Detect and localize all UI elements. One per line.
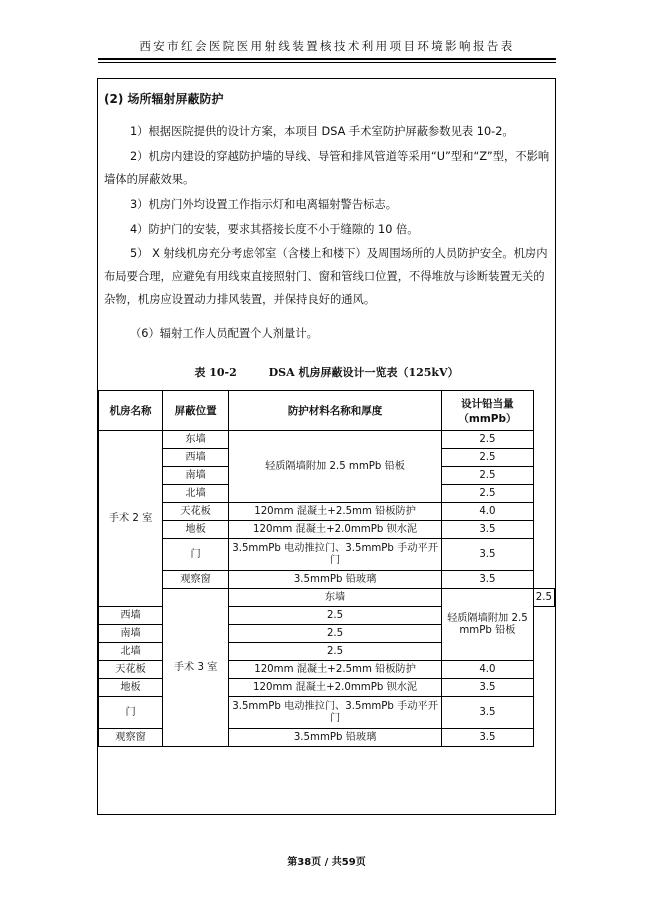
header-lead-equivalent: 设计铅当量（mmPb） (442, 391, 534, 431)
material-cell: 3.5mmPb 电动推拉门、3.5mmPb 手动平开门 (229, 697, 442, 729)
table-row (99, 589, 555, 607)
header-rule (98, 58, 556, 60)
table-caption-number: 表 10-2 (194, 366, 237, 379)
section-heading: (2) 场所辐射屏蔽防护 (104, 92, 224, 106)
running-header: 西安市红会医院医用射线装置核技术利用项目环境影响报告表 (139, 39, 515, 53)
material-cell: 轻质隔墙附加 2.5 mmPb 铅板 (229, 431, 442, 503)
paragraph-2: 2）机房内建设的穿越防护墙的导线、导管和排风管道等采用“U”型和“Z”型，不影响墙体的屏蔽效果。 (104, 150, 550, 186)
value-cell: 3.5 (442, 521, 534, 539)
paragraph-4: 4）防护门的安装，要求其搭接长度不小于缝隙的 10 倍。 (130, 223, 419, 236)
material-cell: 轻质隔墙附加 2.5 mmPb 铅板 (442, 589, 534, 661)
shielding-table (98, 390, 555, 747)
header-rule-thin (98, 62, 556, 63)
paragraph-1: 1）根据医院提供的设计方案，本项目 DSA 手术室防护屏蔽参数见表 10-2。 (130, 125, 514, 138)
value-cell: 2.5 (229, 625, 442, 643)
value-cell: 2.5 (442, 467, 534, 485)
table-header-row (99, 391, 555, 431)
room-name: 手术 3 室 (163, 589, 229, 747)
value-cell: 4.0 (442, 503, 534, 521)
header-room: 机房名称 (99, 391, 163, 431)
value-cell: 2.5 (442, 431, 534, 449)
position-cell: 西墙 (99, 607, 163, 625)
position-cell: 门 (99, 697, 163, 729)
paragraph-6: （6）辐射工作人员配置个人剂量计。 (130, 327, 318, 340)
position-cell: 观察窗 (99, 729, 163, 747)
value-cell: 4.0 (442, 661, 534, 679)
value-cell: 2.5 (442, 485, 534, 503)
position-cell: 北墙 (163, 485, 229, 503)
position-cell: 东墙 (163, 431, 229, 449)
position-cell: 西墙 (163, 449, 229, 467)
material-cell: 120mm 混凝土+2.5mm 铅板防护 (229, 661, 442, 679)
table-caption (0, 364, 653, 380)
position-cell: 地板 (99, 679, 163, 697)
paragraph-5: 5） X 射线机房充分考虑邻室（含楼上和楼下）及周围场所的人员防护安全。机房内布局要合理，应避免有用线束直接照射门、窗和管线口位置，不得堆放与诊断装置无关的杂物，机房应设置动力排风装置，并保持良好的通风。 (104, 247, 548, 306)
value-cell: 3.5 (442, 697, 534, 729)
material-cell: 3.5mmPb 铅玻璃 (229, 571, 442, 589)
value-cell: 3.5 (442, 571, 534, 589)
header-position: 屏蔽位置 (163, 391, 229, 431)
position-cell: 天花板 (163, 503, 229, 521)
position-cell: 门 (163, 539, 229, 571)
paragraph-3: 3）机房门外均设置工作指示灯和电离辐射警告标志。 (130, 198, 398, 211)
material-cell: 3.5mmPb 铅玻璃 (229, 729, 442, 747)
material-cell: 120mm 混凝土+2.0mmPb 钡水泥 (229, 679, 442, 697)
value-cell: 3.5 (442, 679, 534, 697)
position-cell: 南墙 (163, 467, 229, 485)
position-cell: 东墙 (229, 589, 442, 607)
material-cell: 120mm 混凝土+2.5mm 铅板防护 (229, 503, 442, 521)
value-cell: 3.5 (442, 729, 534, 747)
value-cell: 2.5 (442, 449, 534, 467)
header-material: 防护材料名称和厚度 (229, 391, 442, 431)
table-row (99, 431, 555, 449)
position-cell: 南墙 (99, 625, 163, 643)
value-cell: 2.5 (533, 589, 554, 607)
value-cell: 2.5 (229, 607, 442, 625)
value-cell: 2.5 (229, 643, 442, 661)
value-cell: 3.5 (442, 539, 534, 571)
position-cell: 地板 (163, 521, 229, 539)
position-cell: 观察窗 (163, 571, 229, 589)
table-row (99, 571, 555, 589)
position-cell: 天花板 (99, 661, 163, 679)
table-row (99, 521, 555, 539)
table-caption-title: DSA 机房屏蔽设计一览表（125kV） (268, 366, 459, 379)
page-number: 第38页 / 共59页 (287, 857, 366, 868)
table-row (99, 539, 555, 571)
material-cell: 3.5mmPb 电动推拉门、3.5mmPb 手动平开门 (229, 539, 442, 571)
room-name: 手术 2 室 (99, 431, 163, 607)
material-cell: 120mm 混凝土+2.0mmPb 钡水泥 (229, 521, 442, 539)
table-row (99, 503, 555, 521)
position-cell: 北墙 (99, 643, 163, 661)
